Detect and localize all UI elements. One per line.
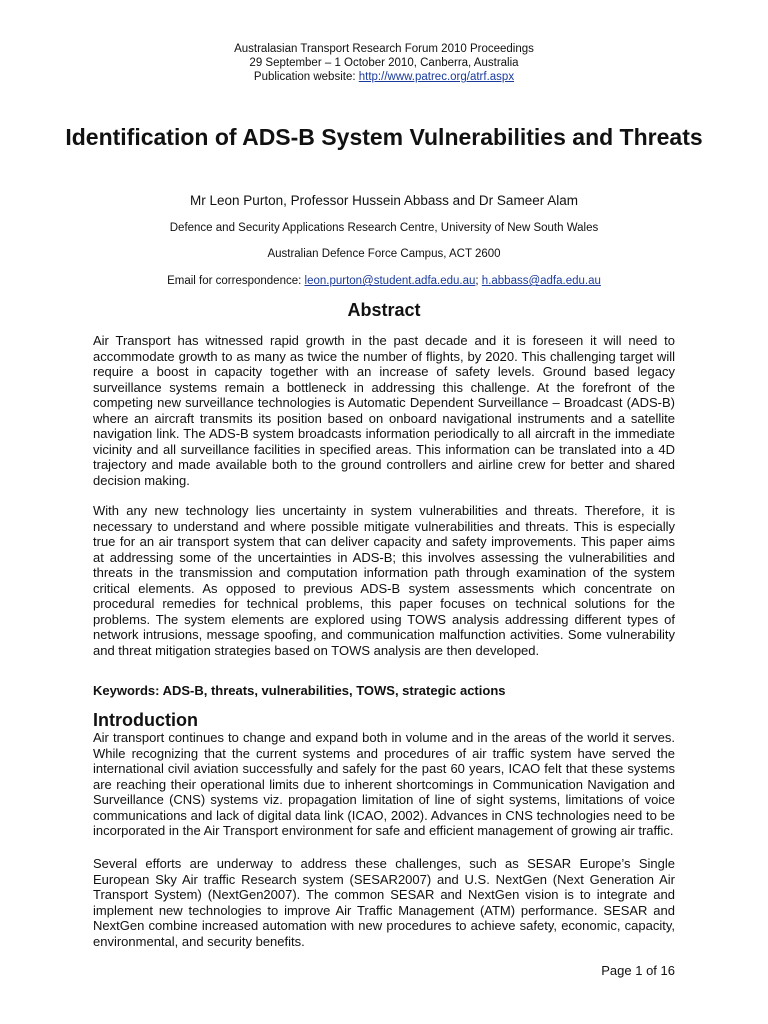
introduction-paragraph-1: Air transport continues to change and expand both in volume and in the areas of the world it serves. While recognizing that the current systems and procedures of air traffic system have served the international civil aviation successfully and safely for the past 60 years, ICAO felt that these systems are reaching their operational limits due to inherent shortcomings in Communication Navigation and Surveillance (CNS) systems viz. propagation limitation of line of sight systems, limitations of voice communications and lack of digital data link (ICAO, 2002). Advances in CNS technologies need to be incorporated in the Air Transport environment for safe and efficient management of growing air traffic.	[93, 730, 675, 839]
abstract-paragraph-2: With any new technology lies uncertainty in system vulnerabilities and threats. Therefore, it is necessary to understand and where possible mitigate vulnerabilities and threats. This is especially true for an air transport system that can deliver capacity and safety improvements. This paper aims at addressing some of the uncertainties in ADS-B; this involves assessing the vulnerabilities and threats in the transmission and computation information path through examination of the system critical elements. As opposed to previous ADS-B system assessments which concentrate on procedural remedies for technical problems, this paper focuses on technical solutions for the problems. The system elements are explored using TOWS analysis addressing different types of network intrusions, message spoofing, and communication malfunction activities. Some vulnerability and threat mitigation strategies based on TOWS analysis are then developed.	[93, 503, 675, 658]
header-line-2: 29 September – 1 October 2010, Canberra, Australia	[249, 57, 519, 69]
header-line-3	[0, 70, 768, 84]
address: Australian Defence Force Campus, ACT 2600	[267, 248, 501, 260]
page-number: Page 1 of 16	[601, 963, 675, 978]
abstract-heading: Abstract	[347, 300, 421, 320]
correspondence-line	[0, 275, 768, 287]
paper-title: Identification of ADS-B System Vulnerabilities and Threats	[65, 124, 703, 150]
introduction-heading: Introduction	[93, 710, 198, 730]
publication-website-label: Publication website:	[253, 71, 359, 83]
author-list: Mr Leon Purton, Professor Hussein Abbass and Dr Sameer Alam	[190, 193, 578, 208]
email-separator: ;	[475, 275, 482, 287]
correspondence-label: Email for correspondence:	[167, 275, 305, 287]
publication-website-link[interactable]: http://www.patrec.org/atrf.aspx	[358, 71, 515, 83]
keywords: Keywords: ADS-B, threats, vulnerabilities, TOWS, strategic actions	[93, 683, 506, 698]
introduction-paragraph-2: Several efforts are underway to address these challenges, such as SESAR Europe’s Single European Sky Air traffic Research system (SESAR2007) and U.S. NextGen (Next Generation Air Transport System) (NextGen2007). The common SESAR and NextGen vision is to integrate and implement new technologies to improve Air Traffic Management (ATM) performance. SESAR and NextGen combine increased automation with new procedures to achieve safety, economic, capacity, environmental, and security benefits.	[93, 856, 675, 949]
email-link-purton[interactable]: leon.purton@student.adfa.edu.au	[304, 275, 476, 287]
header-line-1: Australasian Transport Research Forum 2010 Proceedings	[234, 43, 534, 55]
conference-header	[0, 42, 768, 84]
abstract-paragraph-1: Air Transport has witnessed rapid growth in the past decade and it is foreseen it will need to accommodate growth to as many as twice the number of flights, by 2020. This challenging target will require a boost in capacity together with an increase of safety levels. Ground based legacy surveillance systems remain a bottleneck in addressing this challenge. At the forefront of the competing new surveillance technologies is Automatic Dependent Surveillance – Broadcast (ADS-B) where an aircraft transmits its position based on onboard navigational instruments and a satellite navigation link. The ADS-B system broadcasts information periodically to all aircraft in the immediate vicinity and all surveillance facilities in specified areas. This information can be translated into a 4D trajectory and made available both to the ground controllers and airline crew for better and shared decision making.	[93, 333, 675, 488]
affiliation: Defence and Security Applications Research Centre, University of New South Wales	[169, 222, 599, 234]
email-link-abbass[interactable]: h.abbass@adfa.edu.au	[481, 275, 601, 287]
